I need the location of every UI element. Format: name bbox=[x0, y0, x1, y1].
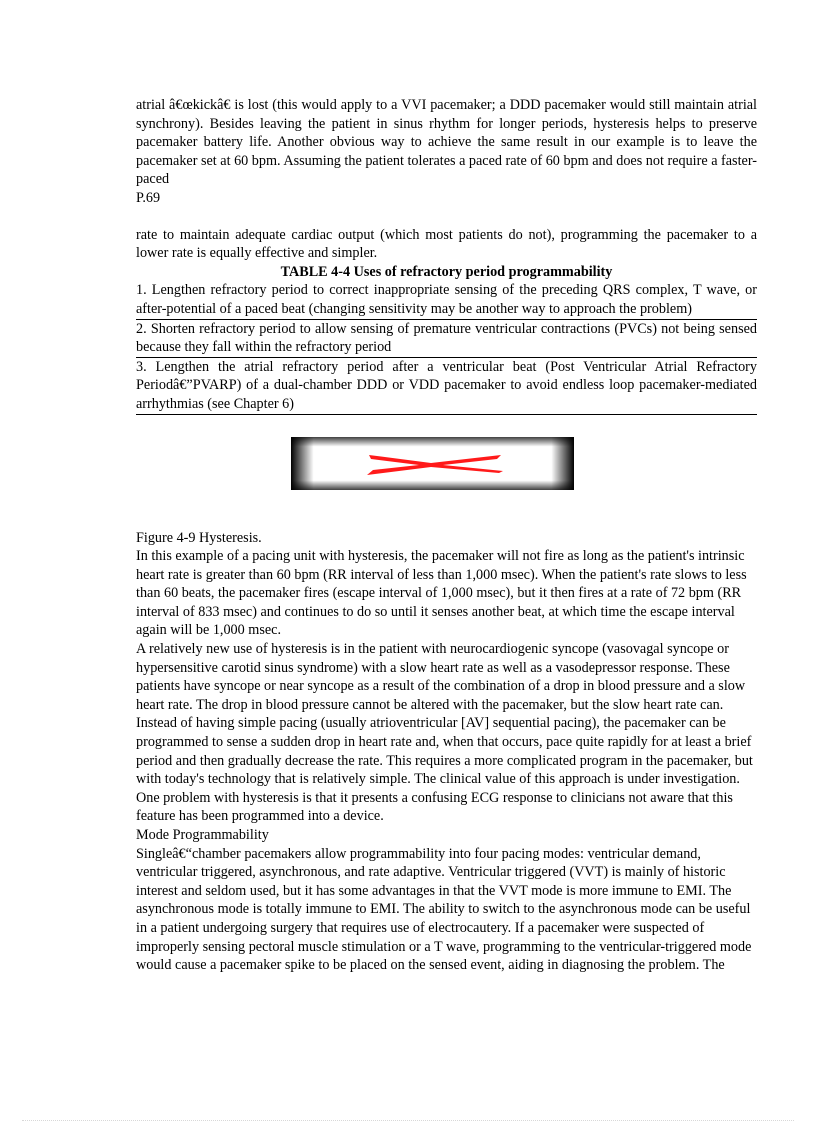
body-paragraph: One problem with hysteresis is that it presents a confusing ECG response to clinicians not aware that this feature has been programmed into a device. bbox=[136, 789, 733, 825]
table-row: 1. Lengthen refractory period to correct inappropriate sensing of the preceding QRS complex, T wave, or after-potential of a paced beat (changing sensitivity may be another way to approach the problem) bbox=[136, 281, 757, 319]
table-row: 3. Lengthen the atrial refractory period after a ventricular beat (Post Ventricular Atrial Refractory Periodâ€”PVARP) of a dual-chamber DDD or VDD pacemaker to avoid endless loop pacemaker-mediated arrhythmias (see Chapter 6) bbox=[136, 358, 757, 415]
page-number: P.69 bbox=[136, 189, 161, 206]
table-row: 2. Shorten refractory period to allow sensing of premature ventricular contractions (PVCs) not being sensed because they fall within the refractory period bbox=[136, 320, 757, 358]
page-bottom-rule bbox=[22, 1120, 794, 1121]
document-page bbox=[136, 96, 757, 975]
section-heading: Mode Programmability bbox=[136, 827, 269, 843]
body-paragraph: In this example of a pacing unit with hysteresis, the pacemaker will not fire as long as the patient's intrinsic heart rate is greater than 60 bpm (RR interval of less than 1,000 msec). When the patient's rate slows to less than 60 beats, the pacemaker fires (escape interval of 1,000 msec), but it then fires at a rate of 72 bpm (RR interval of 833 msec) and continues to do so until it senses another beat, at which time the escape interval again will be 1,000 msec. bbox=[136, 548, 747, 639]
body-text bbox=[136, 529, 757, 975]
table-title: TABLE 4-4 Uses of refractory period programmability bbox=[280, 263, 613, 280]
body-paragraph: A relatively new use of hysteresis is in the patient with neurocardiogenic syncope (vasovagal syncope or hypersensitive carotid sinus syndrome) with a slow heart rate as well as a vasodepressor response. These patients have syncope or near syncope as a result of the combination of a drop in blood pressure and a slow heart rate. The drop in blood pressure cannot be altered with the pacemaker, but the slow heart rate can. Instead of having simple pacing (usually atrioventricular [AV] sequential pacing), the pacemaker can be programmed to sense a sudden drop in heart rate and, when that occurs, pace quite rapidly for at least a brief period and then gradually decrease the rate. This requires a more complicated program in the pacemaker, but with today's technology that is relatively simple. The clinical value of this approach is under investigation. bbox=[136, 641, 753, 788]
figure-caption: Figure 4-9 Hysteresis. bbox=[136, 529, 262, 546]
intro-paragraph: atrial â€œkickâ€ is lost (this would apply to a VVI pacemaker; a DDD pacemaker would still maintain atrial synchrony). Besides leaving the patient in sinus rhythm for longer periods, hysteresis helps to preserve pacemaker battery life. Another obvious way to achieve the same result in our example is to leave the pacemaker set at 60 bpm. Assuming the patient tolerates a paced rate of 60 bpm and does not require a faster-paced bbox=[136, 97, 757, 188]
broken-image-icon bbox=[291, 437, 574, 490]
continuation-paragraph: rate to maintain adequate cardiac output (which most patients do not), programming the pacemaker to a lower rate is equally effective and simpler. bbox=[136, 226, 757, 262]
body-paragraph: Singleâ€“chamber pacemakers allow programmability into four pacing modes: ventricular demand, ventricular triggered, asynchronous, and rate adaptive. Ventricular triggered (VVT) is mainly of historic interest and seldom used, but it has some advantages in that the VVT mode is more immune to EMI. The asynchronous mode is totally immune to EMI. The ability to switch to the asynchronous mode can be useful in a patient undergoing surgery that requires use of electrocautery. If a pacemaker were suspected of improperly sensing pectoral muscle stimulation or a T wave, programming to the ventricular-triggered mode would cause a pacemaker spike to be placed on the sensed event, aiding in diagnosing the problem. The bbox=[136, 845, 752, 974]
figure-container bbox=[136, 415, 757, 529]
